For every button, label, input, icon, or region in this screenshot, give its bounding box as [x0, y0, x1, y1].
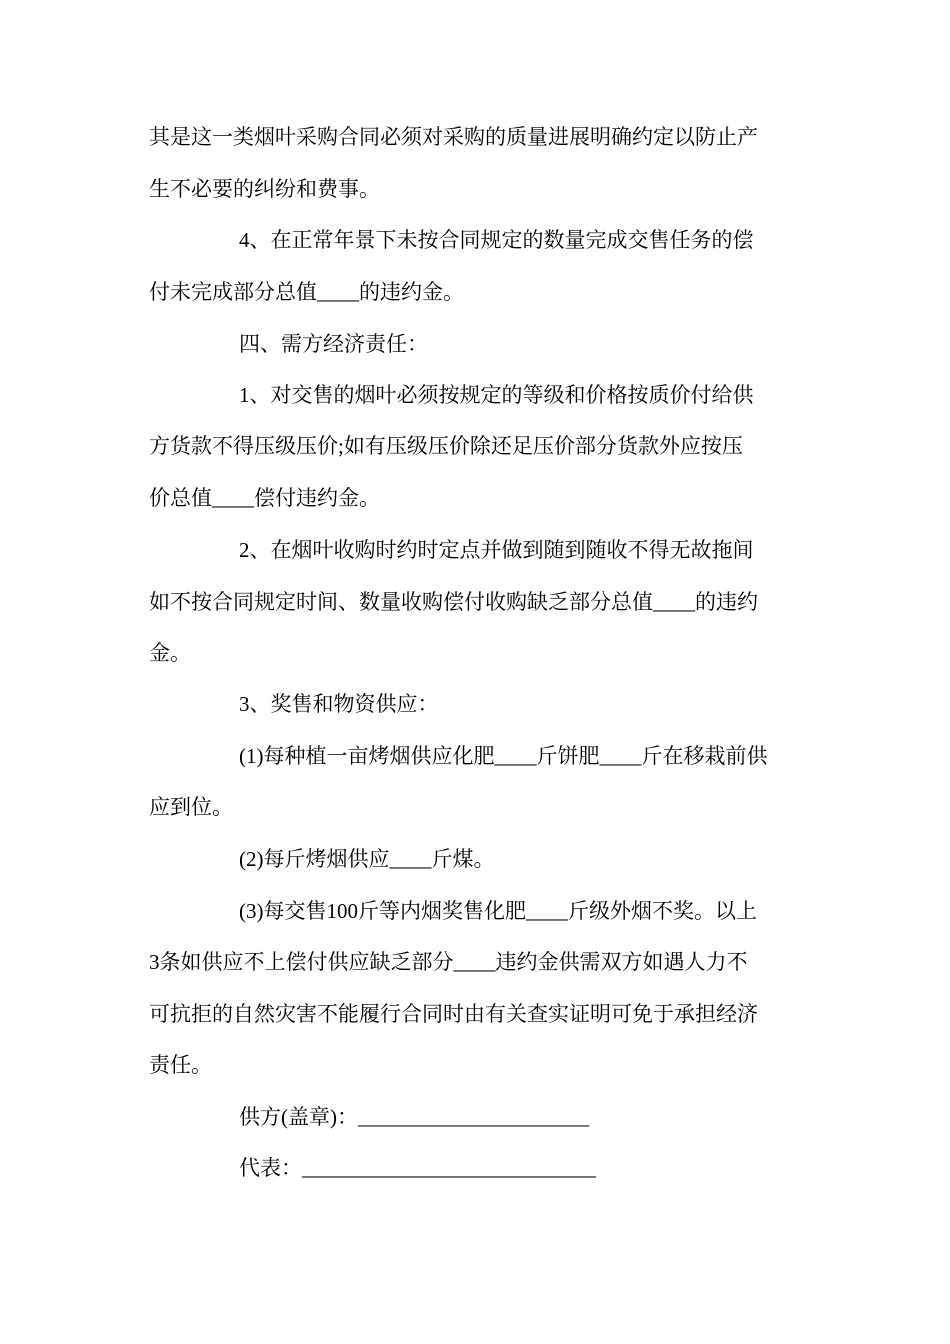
text-line: 3、奖售和物资供应： [239, 692, 439, 716]
text-line: (3)每交售100斤等内烟奖售化肥____斤级外烟不奖。以上 [239, 899, 757, 923]
text-line: 责任。 [149, 1053, 212, 1077]
text-line: 如不按合同规定时间、数量收购偿付收购缺乏部分总值____的违约 [149, 590, 758, 614]
text-line: 生不必要的纠纷和费事。 [149, 177, 380, 201]
text-line: (1)每种植一亩烤烟供应化肥____斤饼肥____斤在移栽前供 [239, 744, 768, 768]
text-line: 1、对交售的烟叶必须按规定的等级和价格按质价付给供 [239, 383, 754, 407]
supplier-seal-line: 供方(盖章)：______________________ [239, 1105, 589, 1129]
text-line: 金。 [149, 641, 191, 665]
text-line: 其是这一类烟叶采购合同必须对采购的质量进展明确约定以防止产 [149, 125, 758, 149]
text-line: 付未完成部分总值____的违约金。 [149, 280, 464, 304]
text-line: 2、在烟叶收购时约时定点并做到随到随收不得无故拖间 [239, 538, 754, 562]
text-line: 方货款不得压级压价;如有压级压价除还足压价部分货款外应按压 [149, 434, 743, 458]
text-line: (2)每斤烤烟供应____斤煤。 [239, 847, 495, 871]
representative-line: 代表：____________________________ [239, 1156, 596, 1180]
text-line: 3条如供应不上偿付供应缺乏部分____违约金供需双方如遇人力不 [149, 950, 748, 974]
text-line: 价总值____偿付违约金。 [149, 486, 380, 510]
section-heading: 四、需方经济责任： [239, 332, 428, 356]
text-line: 可抗拒的自然灾害不能履行合同时由有关查实证明可免于承担经济 [149, 1002, 758, 1026]
text-line: 4、在正常年景下未按合同规定的数量完成交售任务的偿 [239, 228, 754, 252]
text-line: 应到位。 [149, 795, 233, 819]
